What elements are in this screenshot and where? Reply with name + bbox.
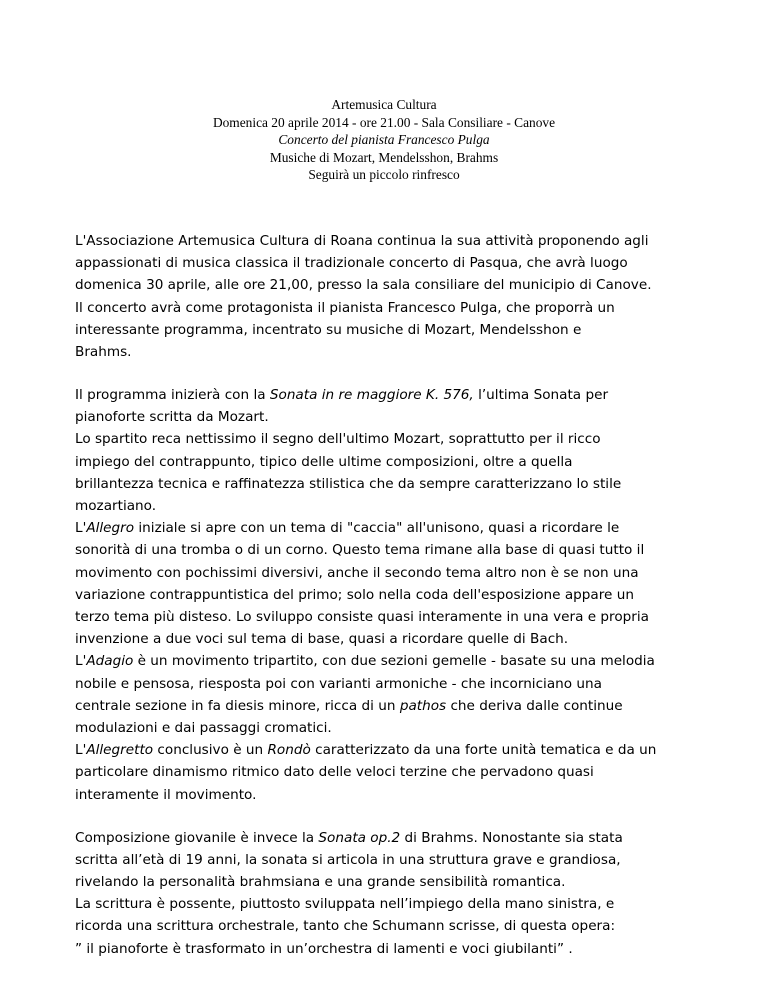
text-line: appassionati di musica classica il tradizionale concerto di Pasqua, che avrà luogo (75, 255, 628, 272)
text-line: Brahms. (75, 344, 132, 361)
text-line: sonorità di una tromba o di un corno. Questo tema rimane alla base di quasi tutto il (75, 542, 645, 559)
text-run: L' (75, 742, 87, 759)
text-line (75, 695, 715, 717)
text-line: mozartiano. (75, 498, 157, 515)
document-header (0, 96, 768, 184)
text-line: scritta all’età di 19 anni, la sonata si articola in una struttura grave e grandiosa, (75, 851, 621, 868)
organization-name: Artemusica Cultura (331, 97, 437, 112)
text-run: Il programma inizierà con la (75, 387, 270, 404)
document-body (75, 230, 715, 981)
text-line (75, 384, 715, 406)
text-line: impiego del contrappunto, tipico delle ultime composizioni, oltre a quella (75, 453, 573, 470)
text-line: rivelando la personalità brahmsiana e una grande sensibilità romantica. (75, 874, 566, 891)
text-line: domenica 30 aprile, alle ore 21,00, presso la sala consiliare del municipio di Canove. (75, 277, 652, 294)
text-line: movimento con pochissimi diversivi, anche il secondo tema altro non è se non una (75, 564, 639, 581)
text-line (75, 739, 715, 761)
text-run: L' (75, 520, 87, 537)
movement-title: Adagio (86, 653, 134, 670)
text-line: ricorda una scrittura orchestrale, tanto che Schumann scrisse, di questa opera: (75, 918, 616, 935)
event-details: Domenica 20 aprile 2014 - ore 21.00 - Sala Consiliare - Canove (212, 114, 556, 130)
text-run: L' (75, 653, 87, 670)
text-line: Il concerto avrà come protagonista il pianista Francesco Pulga, che proporrà un (75, 299, 615, 316)
text-line: terzo tema più disteso. Lo sviluppo consiste quasi interamente in una vera e propria (75, 609, 649, 626)
emphasis-term: pathos (399, 697, 447, 714)
text-run: caratterizzato da una forte unità tematica e da un (310, 742, 657, 759)
movement-title: Allegro (86, 520, 135, 537)
text-line (75, 827, 715, 849)
paragraph-intro (75, 230, 715, 363)
concert-title: Concerto del pianista Francesco Pulga (278, 132, 490, 148)
form-title: Rondò (267, 742, 311, 759)
movement-title: Allegretto (86, 742, 154, 759)
text-run: conclusivo è un (153, 742, 268, 759)
work-title: Sonata in re maggiore K. 576, (269, 387, 474, 404)
text-run: è un movimento tripartito, con due sezioni gemelle - basate su una melodia (133, 653, 655, 670)
text-run: centrale sezione in fa diesis minore, ricca di un (75, 697, 400, 714)
work-title: Sonata op.2 (318, 829, 401, 846)
paragraph-mozart (75, 384, 715, 806)
text-line: interessante programma, incentrato su musiche di Mozart, Mendelsshon e (75, 321, 582, 338)
text-run: Composizione giovanile è invece la (75, 829, 319, 846)
text-run: che deriva dalle continue (446, 697, 623, 714)
text-run: l’ultima Sonata per (473, 387, 609, 404)
text-line: L'Associazione Artemusica Cultura di Roana continua la sua attività proponendo agli (75, 233, 649, 249)
text-line: brillantezza tecnica e raffinatezza stilistica che da sempre caratterizzano lo stile (75, 475, 622, 492)
text-line: La scrittura è possente, piuttosto sviluppata nell’impiego della mano sinistra, e (75, 896, 615, 913)
refreshment-note: Seguirà un piccolo rinfresco (308, 167, 460, 183)
quotation-line: ” il pianoforte è trasformato in un’orchestra di lamenti e voci giubilanti” . (75, 940, 573, 957)
text-line: particolare dinamismo ritmico dato delle veloci terzine che pervadono quasi (75, 764, 594, 781)
text-line: variazione contrappuntistica del primo; solo nella coda dell'esposizione appare un (75, 586, 634, 603)
text-line: interamente il movimento. (75, 786, 257, 803)
text-line (75, 650, 715, 672)
text-line: invenzione a due voci sul tema di base, quasi a ricordare quelle di Bach. (75, 631, 569, 648)
text-line (75, 517, 715, 539)
text-line: nobile e pensosa, riesposta poi con varianti armoniche - che incorniciano una (75, 675, 602, 692)
paragraph-brahms (75, 827, 715, 960)
text-line: modulazioni e dai passaggi cromatici. (75, 720, 332, 737)
text-line: Lo spartito reca nettissimo il segno dell'ultimo Mozart, soprattutto per il ricco (75, 431, 601, 448)
text-run: iniziale si apre con un tema di "caccia" all'unisono, quasi a ricordare le (134, 520, 620, 537)
text-run: di Brahms. Nonostante sia stata (400, 829, 623, 846)
text-line: pianoforte scritta da Mozart. (75, 409, 269, 426)
program-summary: Musiche di Mozart, Mendelsshon, Brahms (269, 149, 499, 165)
